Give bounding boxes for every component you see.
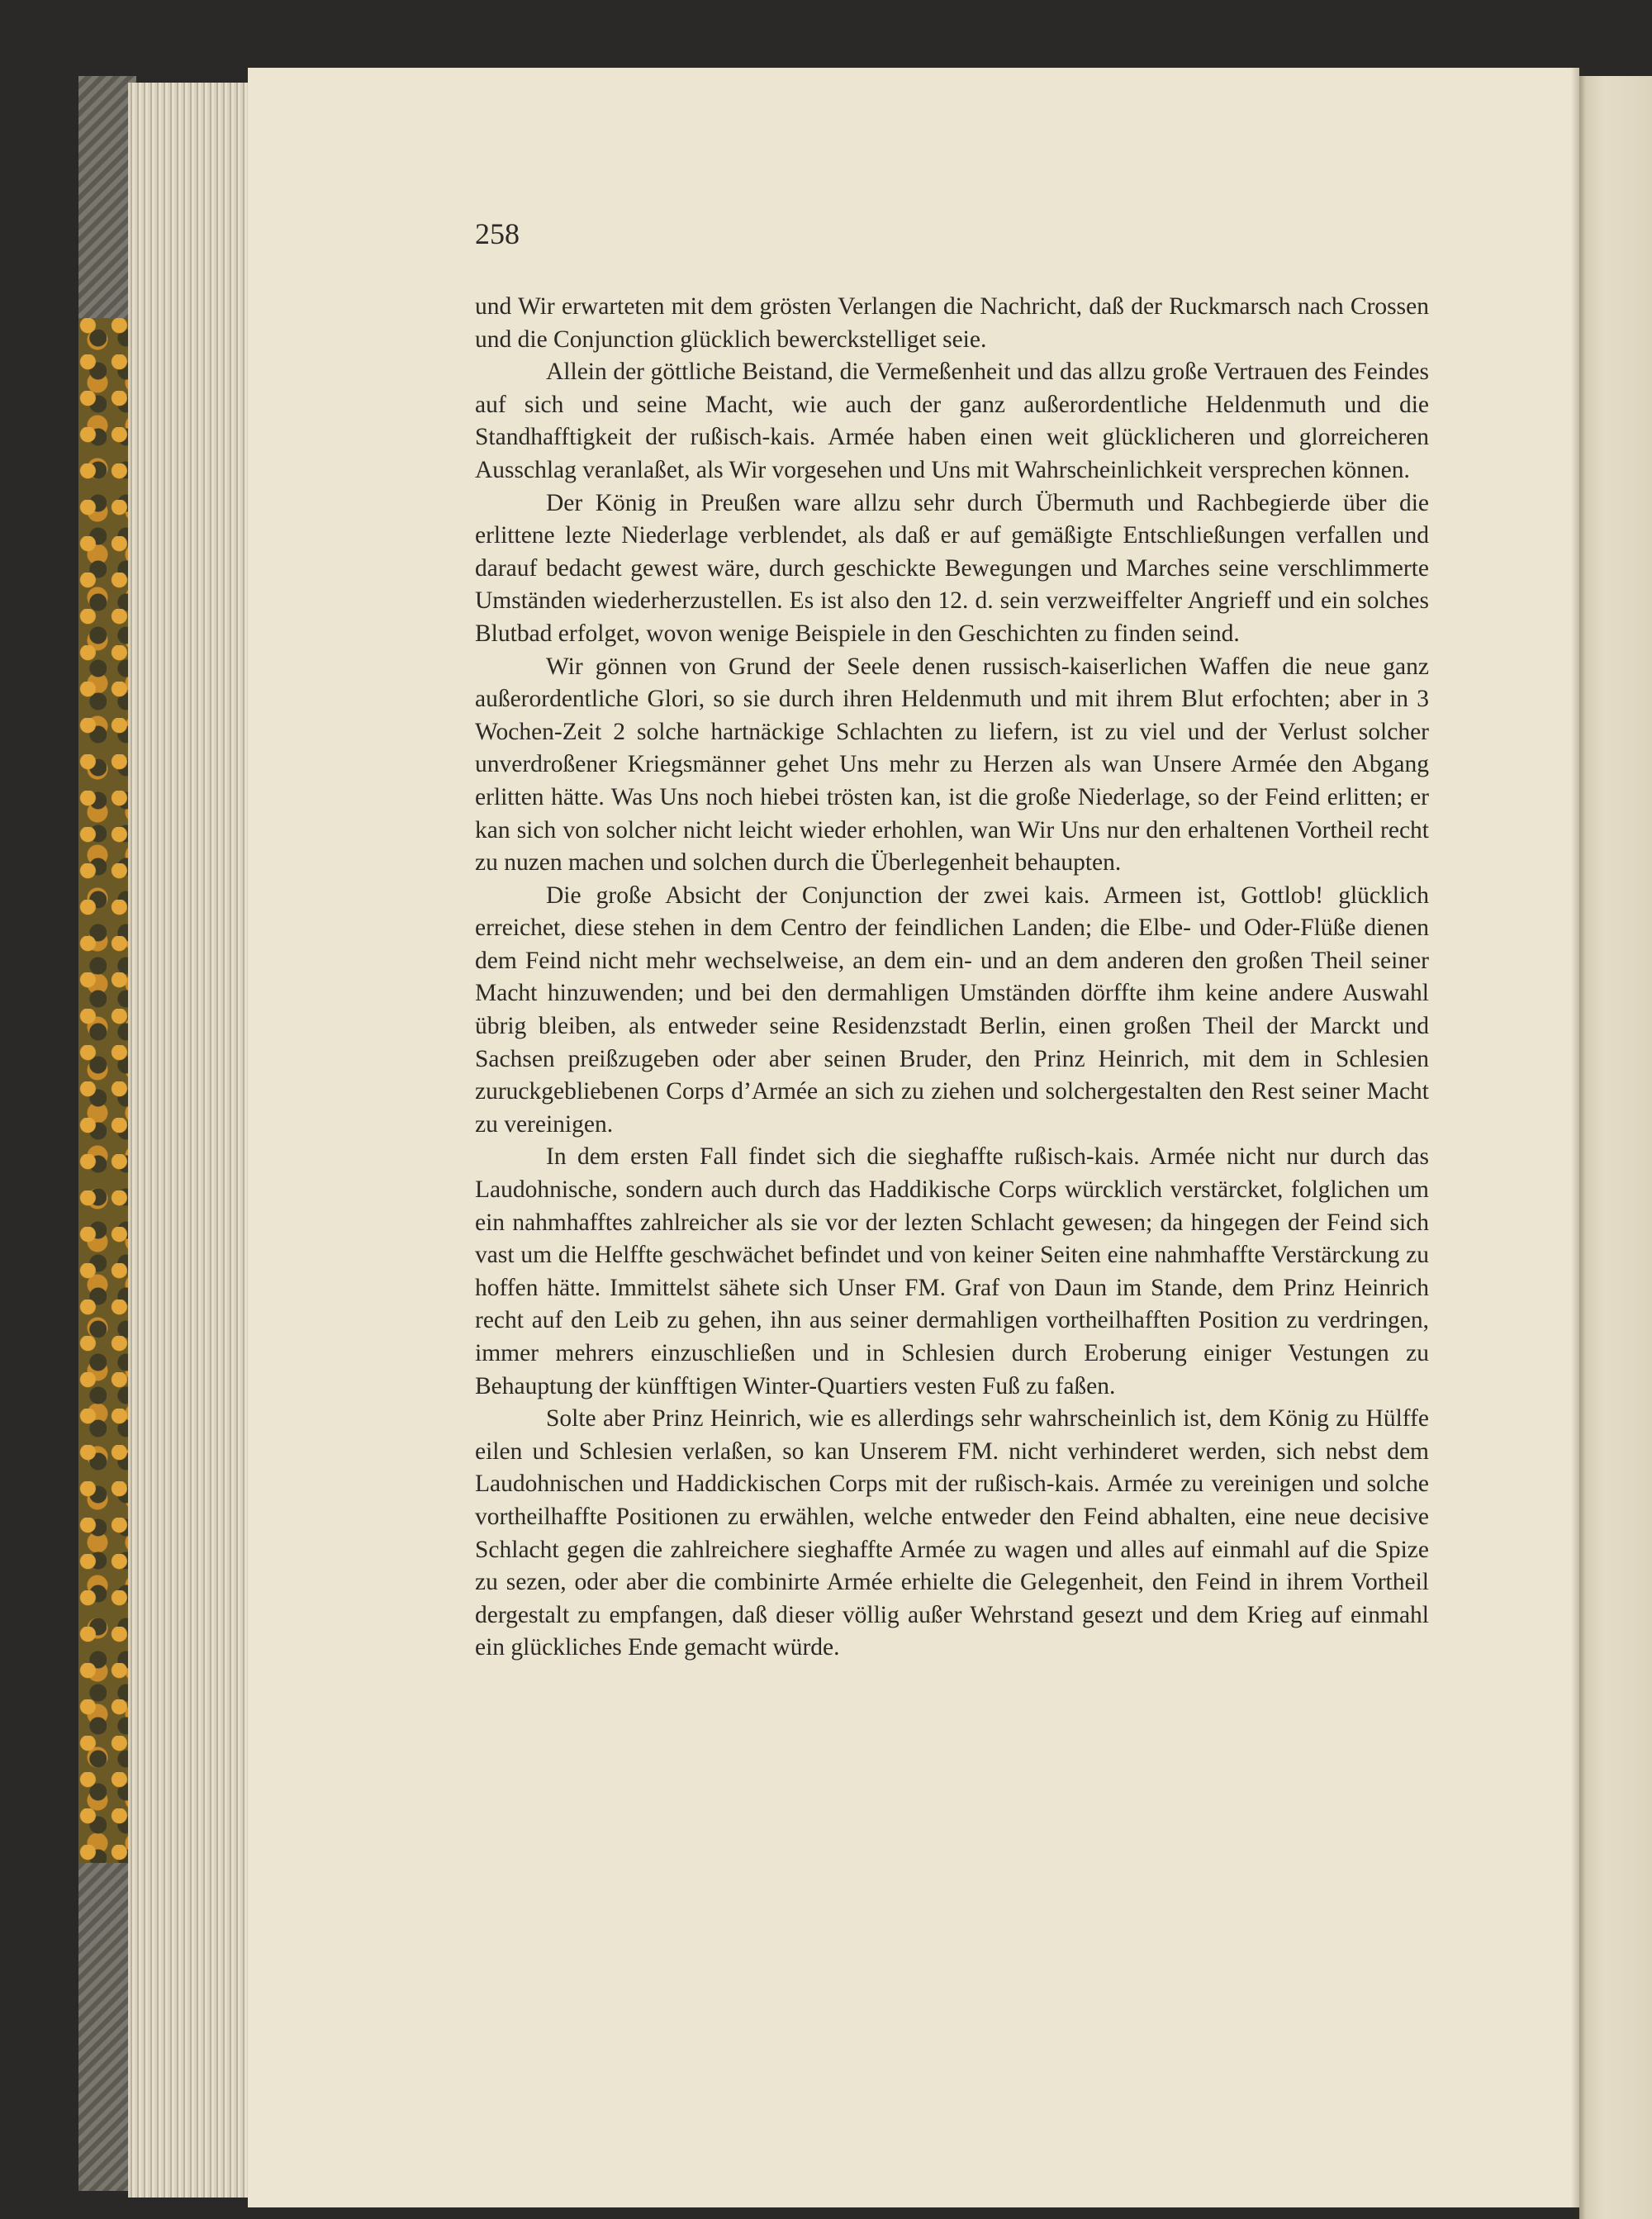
paragraph: und Wir erwarteten mit dem grösten Verlangen die Nachricht, daß der Ruckmarsch nach Crossen und die Conjunction glücklich bewerckstelliget seie. [475, 293, 1429, 353]
paragraph: Die große Absicht der Conjunction der zwei kais. Armeen ist, Gottlob! glücklich erreichet, diese stehen in dem Centro der feindlichen Landen; die Elbe- und Oder-Flüße dienen dem Feind nicht mehr wechselweise, an dem ein- und an dem anderen den großen Theil seiner Macht hinzuwenden; und bei den dermahligen Umständen dörffte ihm keine andere Auswahl übrig bleiben, als entweder seine Residenzstadt Berlin, einen großen Theil der Marckt und Sachsen preißzugeben oder aber seinen Bruder, den Prinz Heinrich, mit dem in Schlesien zuruckgebliebenen Corps d’Armée an sich zu ziehen und solchergestalten den Rest seiner Macht zu vereinigen. [475, 881, 1429, 1138]
facing-page-edge [1579, 76, 1652, 2219]
page-edges [128, 83, 252, 2198]
paragraph: Solte aber Prinz Heinrich, wie es allerdings sehr wahrscheinlich ist, dem König zu Hülffe eilen und Schlesien verlaßen, so kan Unserem FM. nicht verhinderet werden, sich nebst dem Laudohnischen und Haddickischen Corps mit der rußisch-kais. Armée zu vereinigen und solche vortheilhaffte Positionen zu erwählen, welche entweder den Feind abhalten, eine neue decisive Schlacht gegen die zahlreichere sieghaffte Armée zu wagen und alles auf einmahl auf die Spize zu sezen, oder aber die combinirte Armée erhielte die Gelegenheit, den Feind in ihrem Vortheil dergestalt zu empfangen, daß dieser völlig außer Wehrstand gesezt und dem Krieg auf einmahl ein glückliches Ende gemacht würde. [475, 1405, 1429, 1661]
marbled-endpaper [78, 318, 128, 1863]
paragraph: Der König in Preußen ware allzu sehr durch Übermuth und Rachbegierde über die erlittene lezte Niederlage verblendet, als daß er auf gemäßigte Entschließungen verfallen und darauf bedacht gewest wäre, durch geschickte Bewegungen und Marches seine verschlimmerte Umständen wiederherzustellen. Es ist also den 12. d. sein verzweiffelter Angrieff und ein solches Blutbad erfolget, wovon wenige Beispiele in den Geschichten zu finden seind. [475, 489, 1429, 647]
page-number: 258 [475, 217, 520, 250]
page-gutter [1571, 68, 1586, 2219]
body-text [475, 291, 1429, 1665]
paragraph: In dem ersten Fall findet sich die sieghaffte rußisch-kais. Armée nicht nur durch das Laudohnische, sondern auch durch das Haddikische Corps würcklich verstärcket, folglichen um ein nahmhafftes zahlreicher als sie vor der lezten Schlacht gewesen; da hingegen der Feind sich vast um die Helffte geschwächet befindet und von keiner Seiten eine nahmhaffte Verstärckung zu hoffen hätte. Immittelst sähete sich Unser FM. Graf von Daun im Stande, dem Prinz Heinrich recht auf den Leib zu gehen, ihn aus seiner dermahligen vortheilhafften Position zu verdringen, immer mehrers einzuschließen und in Schlesien durch Eroberung einiger Vestungen zu Behauptung der künfftigen Winter-Quartiers vesten Fuß zu faßen. [475, 1143, 1429, 1399]
paragraph: Wir gönnen von Grund der Seele denen russisch-kaiserlichen Waffen die neue ganz außerordentliche Glori, so sie durch ihren Heldenmuth und mit ihrem Blut erfochten; aber in 3 Wochen-Zeit 2 solche hartnäckige Schlachten zu liefern, ist zu viel und der Verlust solcher unverdroßener Kriegsmänner gehet Uns mehr zu Herzen als wan Unsere Armée den Abgang erlitten hätte. Was Uns noch hiebei trösten kan, ist die große Niederlage, so der Feind erlitten; er kan sich von solcher nicht leicht wieder erhohlen, wan Wir Uns nur den erhaltenen Vortheil recht zu nuzen machen und solchen durch die Überlegenheit behaupten. [475, 653, 1429, 877]
paragraph: Allein der göttliche Beistand, die Vermeßenheit und das allzu große Vertrauen des Feindes auf sich und seine Macht, wie auch der ganz außerordentliche Heldenmuth und die Standhafftigkeit der rußisch-kais. Armée haben einen weit glücklicheren und glorreicheren Ausschlag veranlaßet, als Wir vorgesehen und Uns mit Wahrscheinlichkeit versprechen können. [475, 359, 1429, 483]
